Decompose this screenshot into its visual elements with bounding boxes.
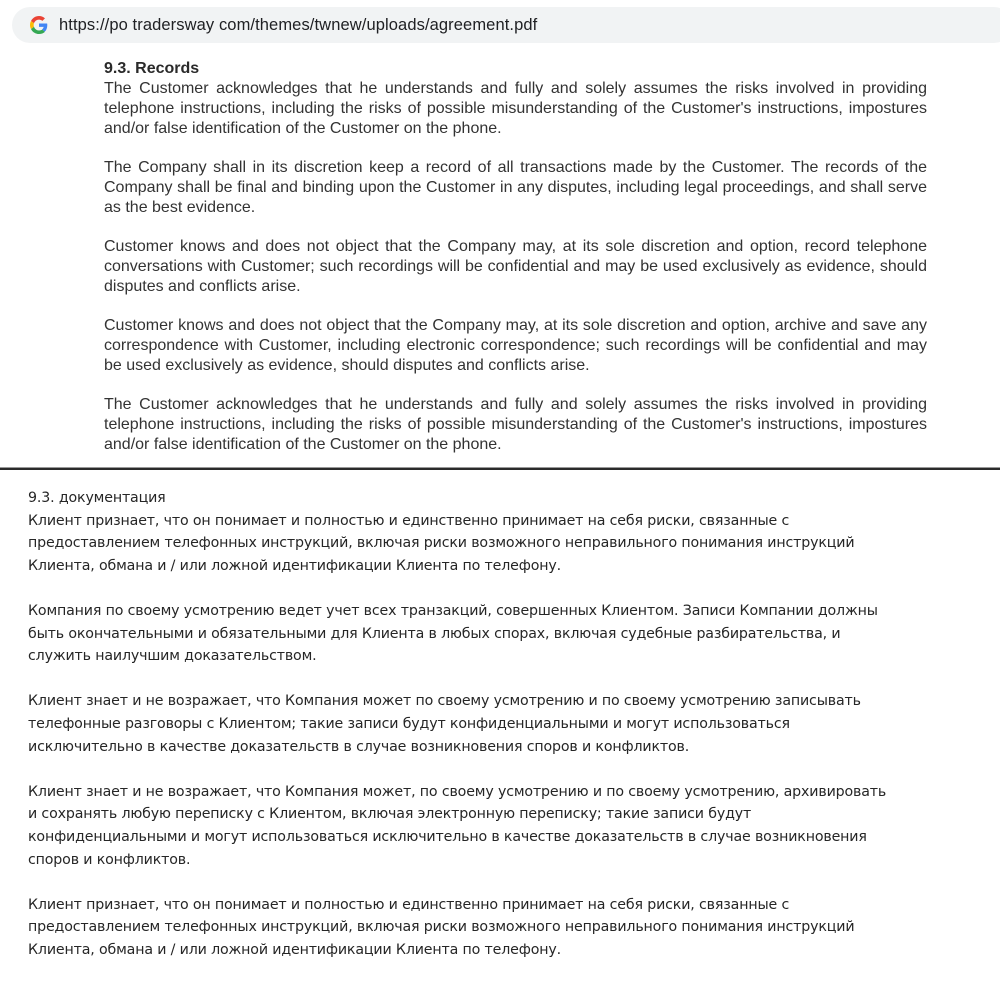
section-heading-english: 9.3. Records — [104, 60, 200, 77]
russian-paragraph — [28, 894, 988, 962]
text-line: предоставлением телефонных инструкций, включая риски возможного неправильного понимания инструкций — [28, 535, 855, 552]
text-line: Компания по своему усмотрению ведет учет всех транзакций, совершенных Клиентом. Записи Компании должны — [28, 602, 878, 619]
text-line: Клиента, обмана и / или ложной идентификации Клиента по телефону. — [28, 941, 561, 958]
text-line: Клиента, обмана и / или ложной идентификации Клиента по телефону. — [28, 557, 561, 574]
section-heading-russian: 9.3. документация — [28, 490, 166, 506]
section-divider — [0, 467, 1000, 470]
english-paragraph: Customer knows and does not object that the Company may, at its sole discretion and option, archive and save any correspondence with Customer, including electronic correspondence; such recordings will be confidential and may be used exclusively as evidence, should disputes and conflicts arise. — [104, 317, 927, 374]
english-paragraph: The Company shall in its discretion keep a record of all transactions made by the Customer. The records of the Company shall be final and binding upon the Customer in any disputes, including legal proceedings, and shall serve as the best evidence. — [104, 159, 927, 216]
russian-translation — [28, 487, 988, 961]
address-bar[interactable] — [12, 7, 1000, 43]
text-line: Клиент знает и не возражает, что Компания может, по своему усмотрению и по своему усмотрению, архивировать — [28, 783, 887, 800]
google-g-icon — [29, 15, 49, 35]
text-line: и сохранять любую переписку с Клиентом, включая электронную переписку; такие записи будут — [28, 806, 752, 823]
text-line: служить наилучшим доказательством. — [28, 648, 317, 665]
russian-paragraph — [28, 690, 988, 758]
english-paragraph: The Customer acknowledges that he understands and fully and solely assumes the risks involved in providing telephone instructions, including the risks of possible misunderstanding of the Customer's instructions, impostures and/or false identification of the Customer on the phone. — [104, 396, 927, 453]
russian-paragraph — [28, 781, 988, 871]
text-line: исключительно в качестве доказательств в случае возникновения споров и конфликтов. — [28, 738, 690, 755]
text-line: быть окончательными и обязательными для Клиента в любых спорах, включая судебные разбирательства, и — [28, 625, 841, 642]
text-line: предоставлением телефонных инструкций, включая риски возможного неправильного понимания инструкций — [28, 919, 855, 936]
text-line: Клиент признает, что он понимает и полностью и единственно принимает на себя риски, связанные с — [28, 896, 790, 913]
english-document-excerpt — [104, 59, 927, 455]
text-line: споров и конфликтов. — [28, 851, 191, 868]
text-line: Клиент признает, что он понимает и полностью и единственно принимает на себя риски, связанные с — [28, 512, 790, 529]
url-text[interactable]: https://po tradersway com/themes/twnew/uploads/agreement.pdf — [59, 15, 538, 34]
text-line: конфиденциальными и могут использоваться исключительно в качестве доказательств в случае возникновения — [28, 828, 867, 845]
text-line: телефонные разговоры с Клиентом; такие записи будут конфиденциальными и могут использоваться — [28, 715, 790, 732]
english-paragraph: The Customer acknowledges that he understands and fully and solely assumes the risks involved in providing telephone instructions, including the risks of possible misunderstanding of the Customer's instructions, impostures and/or false identification of the Customer on the phone. — [104, 80, 927, 137]
russian-paragraph — [28, 600, 988, 668]
text-line: Клиент знает и не возражает, что Компания может по своему усмотрению и по своему усмотрению записывать — [28, 693, 861, 710]
russian-paragraph — [28, 510, 988, 578]
english-paragraph: Customer knows and does not object that the Company may, at its sole discretion and option, record telephone conversations with Customer; such recordings will be confidential and may be used exclusively as evidence, should disputes and conflicts arise. — [104, 238, 927, 295]
